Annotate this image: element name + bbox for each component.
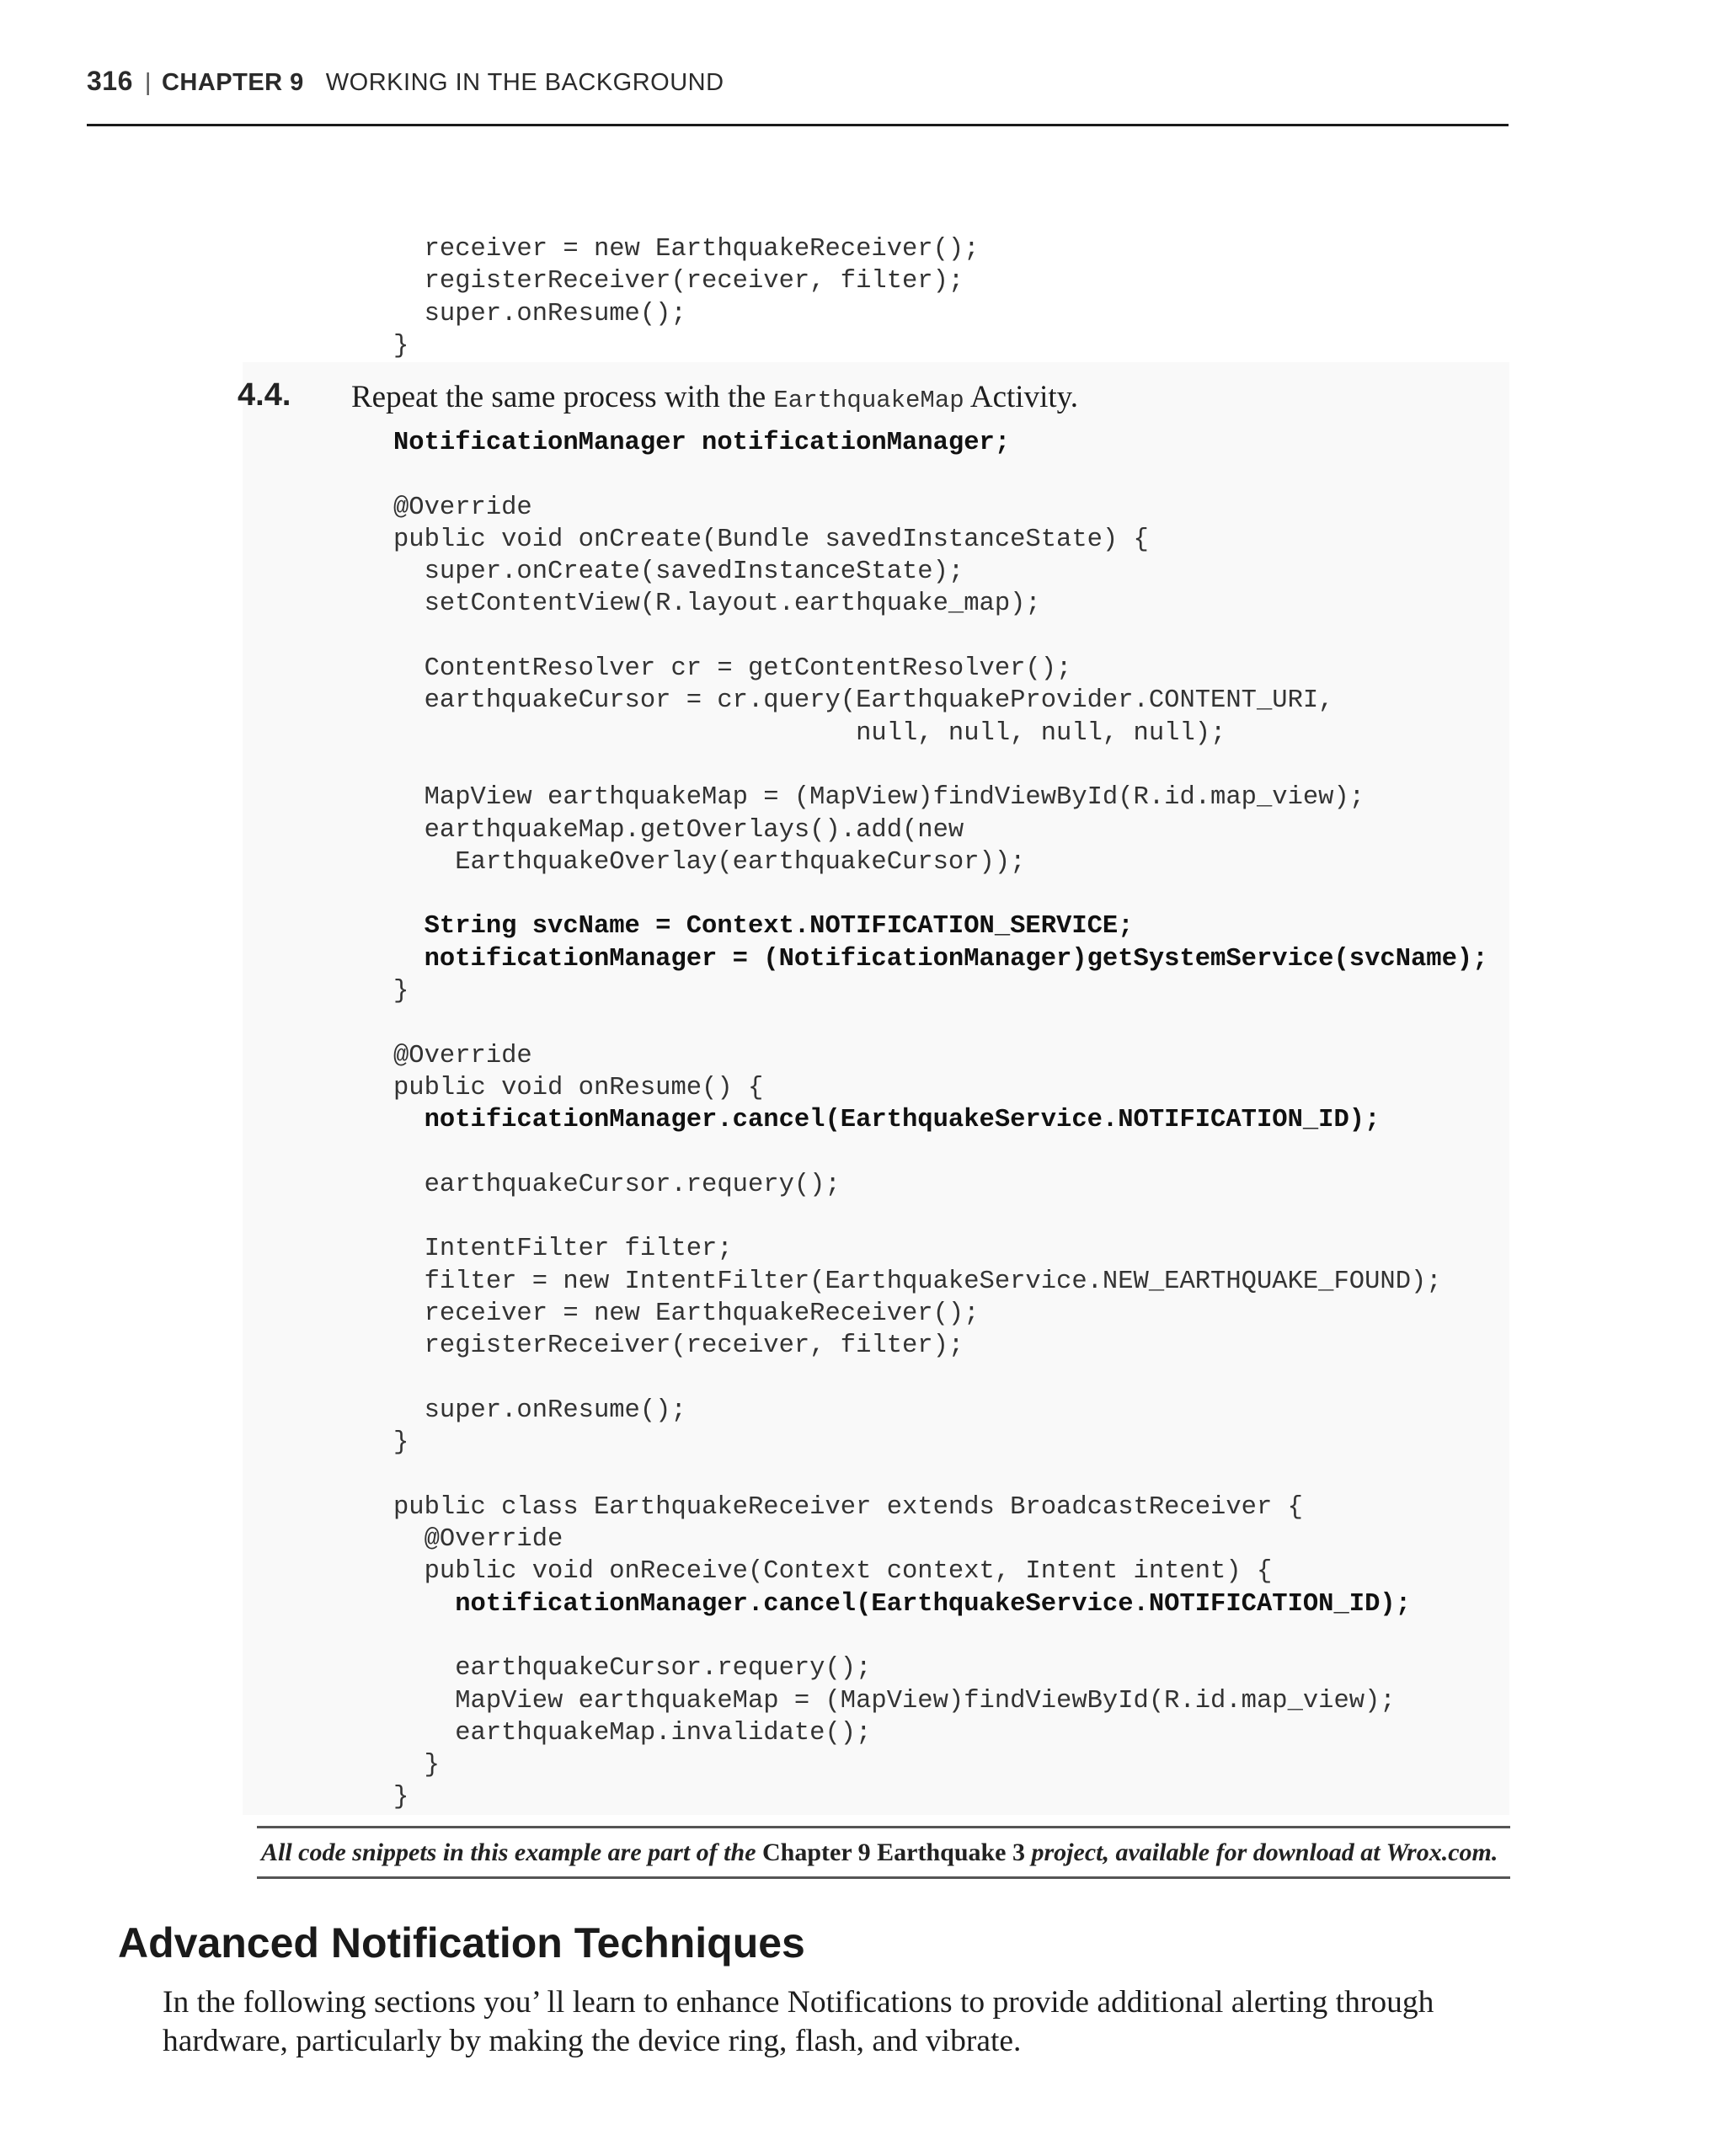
running-header bbox=[87, 66, 724, 97]
code-line: earthquakeMap.invalidate(); bbox=[393, 1718, 872, 1748]
code-line: earthquakeCursor.requery(); bbox=[393, 1654, 872, 1684]
code-line: super.onResume(); bbox=[393, 1396, 686, 1425]
code-line: } bbox=[393, 977, 409, 1006]
section-heading: Advanced Notification Techniques bbox=[118, 1919, 805, 1967]
code-line: @Override bbox=[393, 493, 532, 522]
code-line: public void onResume() { bbox=[393, 1073, 764, 1102]
step-number: 4.4. bbox=[238, 377, 291, 413]
step-code-word: EarthquakeMap bbox=[773, 387, 964, 414]
code-line: public class EarthquakeReceiver extends BroadcastReceiver { bbox=[393, 1492, 1303, 1522]
step-text-after: Activity. bbox=[964, 380, 1078, 414]
page-number: 316 bbox=[87, 66, 133, 96]
caption-rule-bottom bbox=[257, 1876, 1510, 1879]
caption-rule-top bbox=[257, 1826, 1510, 1828]
code-line: MapView earthquakeMap = (MapView)findViewById(R.id.map_view); bbox=[393, 783, 1365, 813]
code-line: MapView earthquakeMap = (MapView)findViewById(R.id.map_view); bbox=[393, 1686, 1396, 1716]
code-line: earthquakeMap.getOverlays().add(new bbox=[393, 815, 964, 845]
code-line: @Override bbox=[393, 1525, 563, 1555]
chapter-label: CHAPTER 9 bbox=[161, 69, 304, 96]
code-line: registerReceiver(receiver, filter); bbox=[393, 1331, 964, 1361]
code-listing-continued bbox=[393, 233, 980, 362]
code-line: EarthquakeOverlay(earthquakeCursor)); bbox=[393, 847, 1026, 877]
code-caption bbox=[261, 1838, 1498, 1867]
code-line: receiver = new EarthquakeReceiver(); bbox=[393, 1299, 980, 1329]
code-line: String svcName = Context.NOTIFICATION_SERVICE; bbox=[393, 912, 1134, 942]
code-line: notificationManager.cancel(EarthquakeService.NOTIFICATION_ID); bbox=[393, 1589, 1411, 1619]
code-line: IntentFilter filter; bbox=[393, 1235, 733, 1264]
code-line: filter = new IntentFilter(EarthquakeService.NEW_EARTHQUAKE_FOUND); bbox=[393, 1267, 1442, 1296]
code-line: ContentResolver cr = getContentResolver(); bbox=[393, 654, 1072, 684]
code-line: super.onResume(); bbox=[393, 299, 686, 328]
code-line: super.onCreate(savedInstanceState); bbox=[393, 558, 964, 587]
code-listing-main bbox=[393, 427, 1488, 1814]
code-line: null, null, null, null); bbox=[393, 718, 1226, 748]
caption-project-name: Chapter 9 Earthquake 3 bbox=[762, 1838, 1025, 1866]
section-paragraph: In the following sections you’ ll learn to enhance Notifications to provide additional alerting through hardware, particularly by making the device ring, flash, and vibrate. bbox=[163, 1985, 1434, 2058]
code-line: registerReceiver(receiver, filter); bbox=[393, 267, 964, 296]
header-separator: | bbox=[144, 69, 152, 96]
code-line: public void onReceive(Context context, Intent intent) { bbox=[393, 1557, 1273, 1587]
code-line: earthquakeCursor = cr.query(EarthquakeProvider.CONTENT_URI, bbox=[393, 686, 1334, 716]
code-line: } bbox=[393, 1783, 409, 1812]
code-line: notificationManager.cancel(EarthquakeService.NOTIFICATION_ID); bbox=[393, 1106, 1381, 1135]
code-line: @Override bbox=[393, 1041, 532, 1070]
code-line: earthquakeCursor.requery(); bbox=[393, 1170, 841, 1199]
caption-text-before: All code snippets in this example are part of the bbox=[261, 1838, 763, 1866]
step-instruction bbox=[351, 379, 1078, 415]
code-line: } bbox=[393, 1428, 409, 1458]
header-rule bbox=[87, 124, 1509, 126]
chapter-title: WORKING IN THE BACKGROUND bbox=[325, 69, 724, 96]
step-text-before: Repeat the same process with the bbox=[351, 380, 774, 414]
caption-text-after: project, available for download at Wrox.com. bbox=[1025, 1838, 1498, 1866]
code-line: receiver = new EarthquakeReceiver(); bbox=[393, 235, 980, 264]
code-line: } bbox=[393, 331, 409, 360]
code-line: setContentView(R.layout.earthquake_map); bbox=[393, 590, 1041, 619]
code-line: notificationManager = (NotificationManager)getSystemService(svcName); bbox=[393, 944, 1488, 974]
code-line: } bbox=[393, 1751, 440, 1780]
code-line: NotificationManager notificationManager; bbox=[393, 429, 1011, 457]
code-line: public void onCreate(Bundle savedInstanceState) { bbox=[393, 525, 1149, 554]
